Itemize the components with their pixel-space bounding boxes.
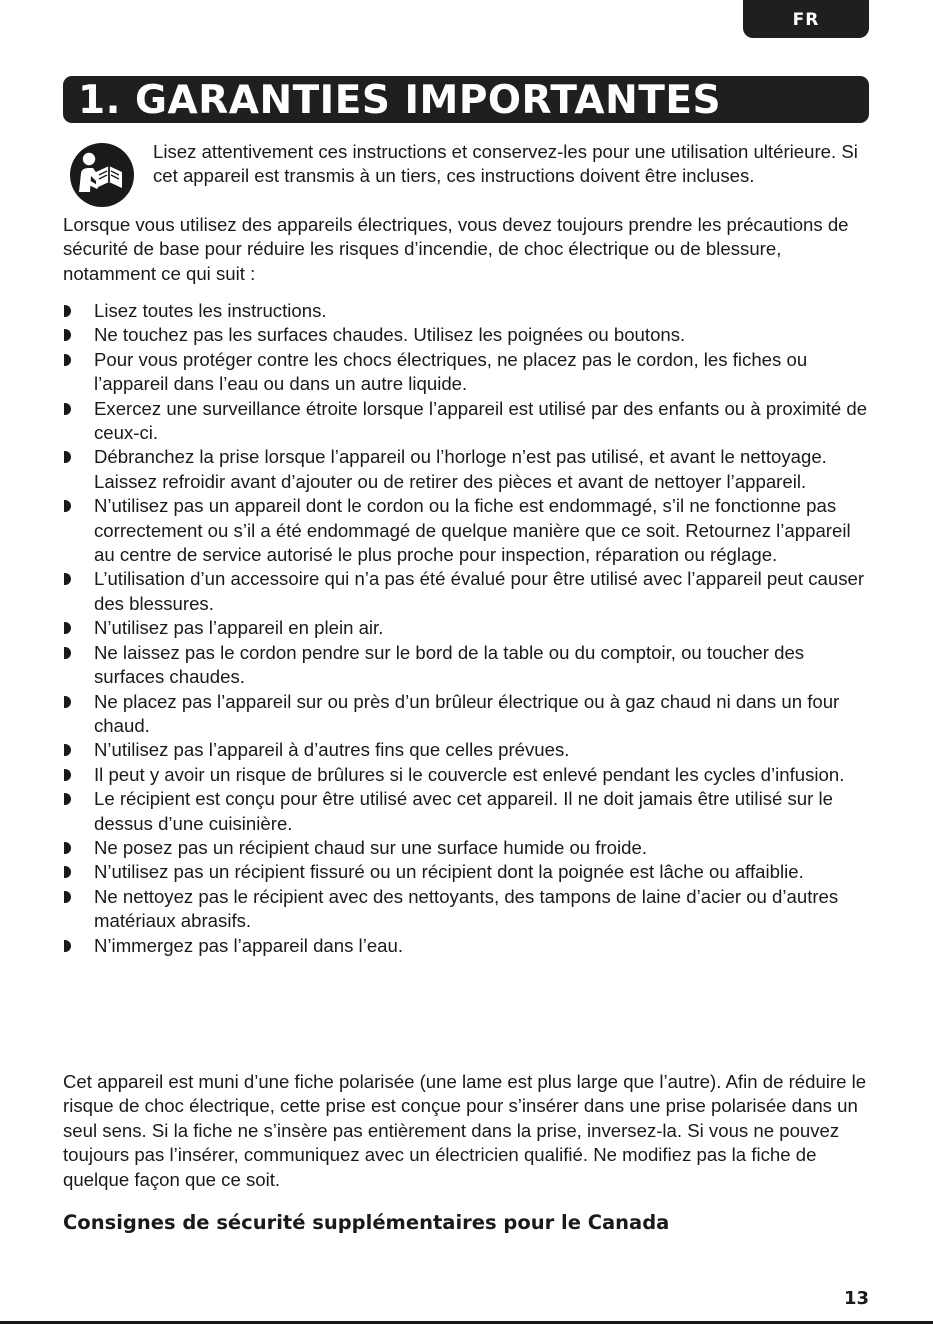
list-item-text: Ne placez pas l’appareil sur ou près d’un brûleur électrique ou à gaz chaud ni dans un four chaud.: [94, 690, 840, 736]
bullet-icon: [64, 451, 71, 463]
list-item-text: Débranchez la prise lorsque l’appareil ou l’horloge n’est pas utilisé, et avant le nettoyage. Laissez refroidir avant d’ajouter ou de retirer des pièces et avant de nettoyer l’appareil.: [94, 446, 827, 492]
bullet-icon: [64, 329, 71, 341]
list-item-text: N’utilisez pas l’appareil à d’autres fins que celles prévues.: [94, 739, 570, 761]
list-item: [63, 323, 873, 347]
list-item: [63, 860, 873, 884]
list-item: [63, 494, 873, 567]
list-item-text: Il peut y avoir un risque de brûlures si le couvercle est enlevé pendant les cycles d’infusion.: [94, 763, 845, 785]
bullet-icon: [64, 891, 71, 903]
bullet-icon: [64, 573, 71, 585]
bullet-icon: [64, 354, 71, 366]
list-item-text: Ne touchez pas les surfaces chaudes. Utilisez les poignées ou boutons.: [94, 324, 686, 346]
list-item: [63, 616, 873, 640]
intro-text: Lisez attentivement ces instructions et conservez-les pour une utilisation ultérieure. Si cet appareil est transmis à un tiers, ces instructions doivent être incluses.: [153, 141, 858, 187]
bullet-icon: [64, 500, 71, 512]
bullet-icon: [64, 793, 71, 805]
list-item-text: N’utilisez pas un récipient fissuré ou un récipient dont la poignée est lâche ou affaiblie.: [94, 861, 804, 883]
bullet-icon: [64, 769, 71, 781]
list-item-text: Lisez toutes les instructions.: [94, 300, 327, 321]
bullet-icon: [64, 866, 71, 878]
list-item: [63, 763, 873, 787]
section-title: 1. GARANTIES IMPORTANTES: [63, 76, 869, 123]
list-item-text: Pour vous protéger contre les chocs électriques, ne placez pas le cordon, les fiches ou l’appareil dans l’eau ou dans un autre liquide.: [94, 348, 808, 395]
language-tab: FR: [743, 0, 869, 38]
canada-safety-subheading: Consignes de sécurité supplémentaires pour le Canada: [63, 1211, 670, 1234]
list-item-text: N’immergez pas l’appareil dans l’eau.: [94, 934, 404, 956]
list-item: [63, 934, 873, 958]
list-item-text: N’utilisez pas un appareil dont le cordon ou la fiche est endommagé, s’il ne fonctionne pas correctement ou s’il a été endommagé de quelque manière que ce soit. Retournez l’appareil au centre de service autorisé le plus proche pour inspection, réparation ou réglage.: [94, 495, 851, 566]
list-item: [63, 690, 873, 739]
bullet-icon: [64, 696, 71, 708]
list-item-text: Exercez une surveillance étroite lorsque l’appareil est utilisé par des enfants ou à proximité de ceux-ci.: [94, 397, 868, 444]
bullet-icon: [64, 305, 71, 317]
page-number: 13: [843, 1288, 869, 1309]
read-manual-icon: [69, 142, 135, 208]
list-item-text: L’utilisation d’un accessoire qui n’a pas été évalué pour être utilisé avec l’appareil peut causer des blessures.: [94, 568, 865, 614]
bullet-icon: [64, 403, 71, 415]
lead-paragraph: Lorsque vous utilisez des appareils électriques, vous devez toujours prendre les précautions de sécurité de base pour réduire les risques d’incendie, de choc électrique ou de blessure, notamment ce qui suit :: [63, 214, 849, 284]
list-item: [63, 885, 873, 934]
list-item-text: N’utilisez pas l’appareil en plein air.: [94, 617, 384, 639]
list-item-text: Ne posez pas un récipient chaud sur une surface humide ou froide.: [94, 836, 647, 858]
list-item: [63, 836, 873, 860]
bullet-icon: [64, 842, 71, 854]
list-item: [63, 445, 873, 494]
bullet-icon: [64, 744, 71, 756]
list-item-text: Ne nettoyez pas le récipient avec des nettoyants, des tampons de laine d’acier ou d’autres matériaux abrasifs.: [94, 885, 839, 932]
list-item-text: Ne laissez pas le cordon pendre sur le bord de la table ou du comptoir, ou toucher des surfaces chaudes.: [94, 641, 805, 688]
list-item: [63, 738, 873, 762]
list-item: [63, 641, 873, 690]
safety-list: [63, 299, 873, 958]
list-item: [63, 567, 873, 616]
bullet-icon: [64, 622, 71, 634]
list-item: [63, 787, 873, 836]
bullet-icon: [64, 940, 71, 952]
list-item-text: Le récipient est conçu pour être utilisé avec cet appareil. Il ne doit jamais être utilisé sur le dessus d’une cuisinière.: [94, 788, 833, 834]
list-item: [63, 299, 873, 323]
list-item: [63, 348, 873, 397]
list-item: [63, 397, 873, 446]
bullet-icon: [64, 647, 71, 659]
polarized-plug-paragraph: Cet appareil est muni d’une fiche polarisée (une lame est plus large que l’autre). Afin de réduire le risque de choc électrique, cette prise est conçue pour s’insérer dans une prise polarisée dans un seul sens. Si la fiche ne s’insère pas entièrement dans la prise, inversez-la. Si vous ne pouvez toujours pas l’insérer, communiquez avec un électricien qualifié. Ne modifiez pas la fiche de quelque façon que ce soit.: [63, 1071, 867, 1190]
